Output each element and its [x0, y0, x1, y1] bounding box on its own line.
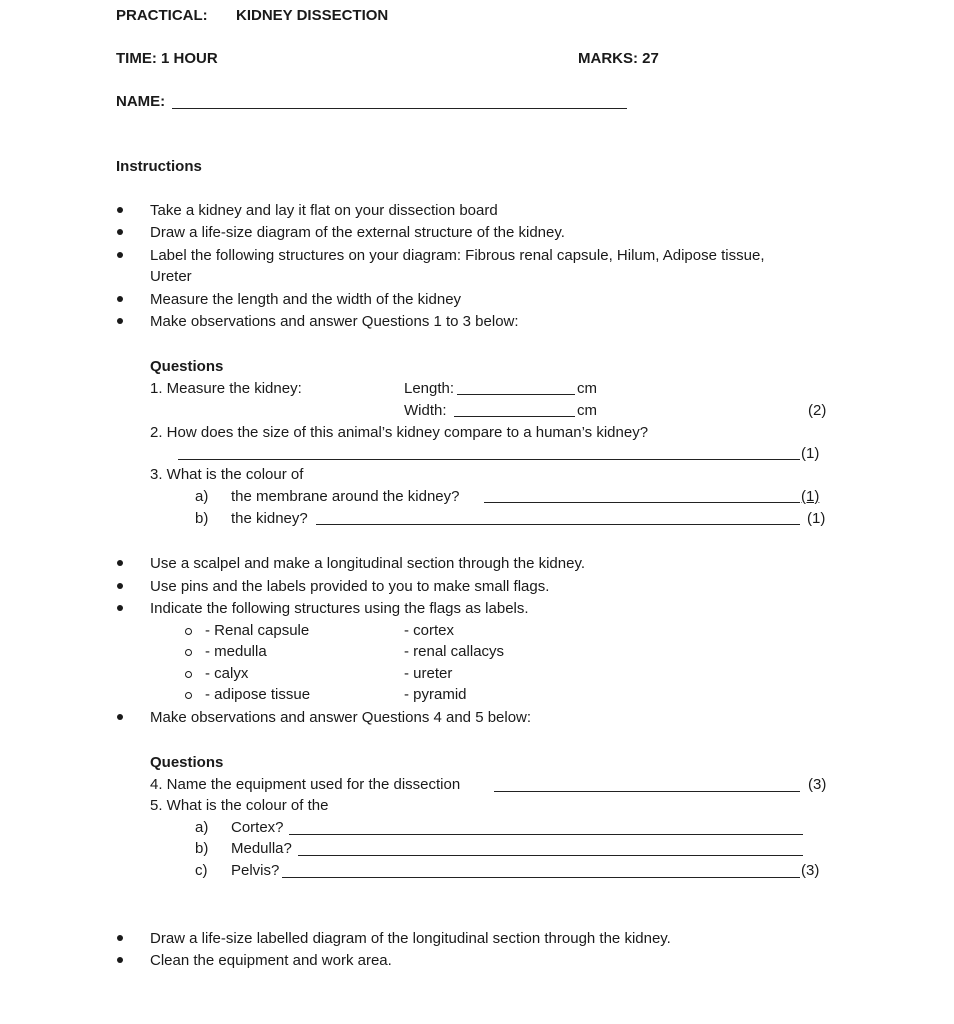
structure-label: - pyramid: [404, 686, 467, 703]
bullet-marker: [117, 957, 123, 963]
question-5a-letter: a): [195, 819, 209, 836]
bullet-marker: [117, 583, 123, 589]
sub-bullet-marker: [185, 692, 192, 699]
procedure-observe: Make observations and answer Questions 4 and 5 below:: [150, 709, 532, 726]
question-2-marks: (1): [801, 445, 820, 462]
length-unit: cm: [577, 380, 597, 397]
width-unit: cm: [577, 402, 597, 419]
question-4-marks: (3): [808, 776, 827, 793]
question-3b-marks: (1): [807, 510, 826, 527]
structure-label: - calyx: [205, 665, 249, 682]
name-label: NAME:: [116, 93, 166, 110]
instructions-heading: Instructions: [116, 158, 202, 175]
bullet-marker: [117, 935, 123, 941]
question-3: 3. What is the colour of: [150, 466, 304, 483]
instruction-item-continued: Ureter: [150, 268, 192, 285]
question-5b-letter: b): [195, 840, 209, 857]
structure-label: - adipose tissue: [205, 686, 311, 703]
question-1-marks: (2): [808, 402, 827, 419]
question-5c-answer-line[interactable]: [282, 877, 800, 878]
structure-label: - medulla: [205, 643, 267, 660]
bullet-marker: [117, 714, 123, 720]
bullet-marker: [117, 318, 123, 324]
question-1: 1. Measure the kidney:: [150, 380, 302, 397]
final-item: Clean the equipment and work area.: [150, 952, 392, 969]
name-field-line[interactable]: [172, 108, 627, 109]
question-5c: Pelvis?: [231, 862, 280, 879]
time-label: TIME: 1 HOUR: [116, 50, 218, 67]
question-3b: the kidney?: [231, 510, 308, 527]
question-3a-marks: (1): [801, 488, 820, 505]
question-5a-answer-line[interactable]: [289, 834, 803, 835]
marks-label: MARKS: 27: [578, 50, 659, 67]
question-4-answer-line[interactable]: [494, 791, 800, 792]
instruction-item: Draw a life-size diagram of the external structure of the kidney.: [150, 224, 565, 241]
question-5-marks: (3): [801, 862, 820, 879]
bullet-marker: [117, 207, 123, 213]
question-3b-letter: b): [195, 510, 209, 527]
final-item: Draw a life-size labelled diagram of the longitudinal section through the kidney.: [150, 930, 671, 947]
structure-label: - cortex: [404, 622, 455, 639]
questions-heading: Questions: [150, 358, 224, 375]
procedure-item: Indicate the following structures using the flags as labels.: [150, 600, 529, 617]
question-5b-answer-line[interactable]: [298, 855, 803, 856]
structure-label: - renal callacys: [404, 643, 505, 660]
question-3a-answer-line[interactable]: [484, 502, 800, 503]
question-2-answer-line[interactable]: [178, 459, 800, 460]
length-answer-line[interactable]: [457, 394, 575, 395]
sub-bullet-marker: [185, 649, 192, 656]
practical-label: PRACTICAL:: [116, 7, 208, 24]
instruction-item: Measure the length and the width of the kidney: [150, 291, 462, 308]
sub-bullet-marker: [185, 671, 192, 678]
question-5b: Medulla?: [231, 840, 292, 857]
question-3a: the membrane around the kidney?: [231, 488, 460, 505]
width-answer-line[interactable]: [454, 416, 575, 417]
question-5c-letter: c): [195, 862, 208, 879]
instruction-item: Make observations and answer Questions 1 to 3 below:: [150, 313, 519, 330]
procedure-item: Use pins and the labels provided to you to make small flags.: [150, 578, 550, 595]
bullet-marker: [117, 296, 123, 302]
question-3b-answer-line[interactable]: [316, 524, 800, 525]
bullet-marker: [117, 560, 123, 566]
question-5: 5. What is the colour of the: [150, 797, 329, 814]
instruction-item: Label the following structures on your diagram: Fibrous renal capsule, Hilum, Adipose tissue,: [150, 247, 765, 264]
bullet-marker: [117, 252, 123, 258]
question-3a-letter: a): [195, 488, 209, 505]
length-label: Length:: [404, 380, 455, 397]
questions-heading-2: Questions: [150, 754, 224, 771]
sub-bullet-marker: [185, 628, 192, 635]
structure-label: - Renal capsule: [205, 622, 310, 639]
procedure-item: Use a scalpel and make a longitudinal section through the kidney.: [150, 555, 585, 572]
question-2: 2. How does the size of this animal’s kidney compare to a human’s kidney?: [150, 424, 649, 441]
bullet-marker: [117, 605, 123, 611]
instruction-item: Take a kidney and lay it flat on your dissection board: [150, 202, 498, 219]
width-label: Width:: [404, 402, 447, 419]
structure-label: - ureter: [404, 665, 453, 682]
bullet-marker: [117, 229, 123, 235]
practical-title: KIDNEY DISSECTION: [236, 7, 389, 24]
question-5a: Cortex?: [231, 819, 284, 836]
question-4: 4. Name the equipment used for the dissection: [150, 776, 461, 793]
